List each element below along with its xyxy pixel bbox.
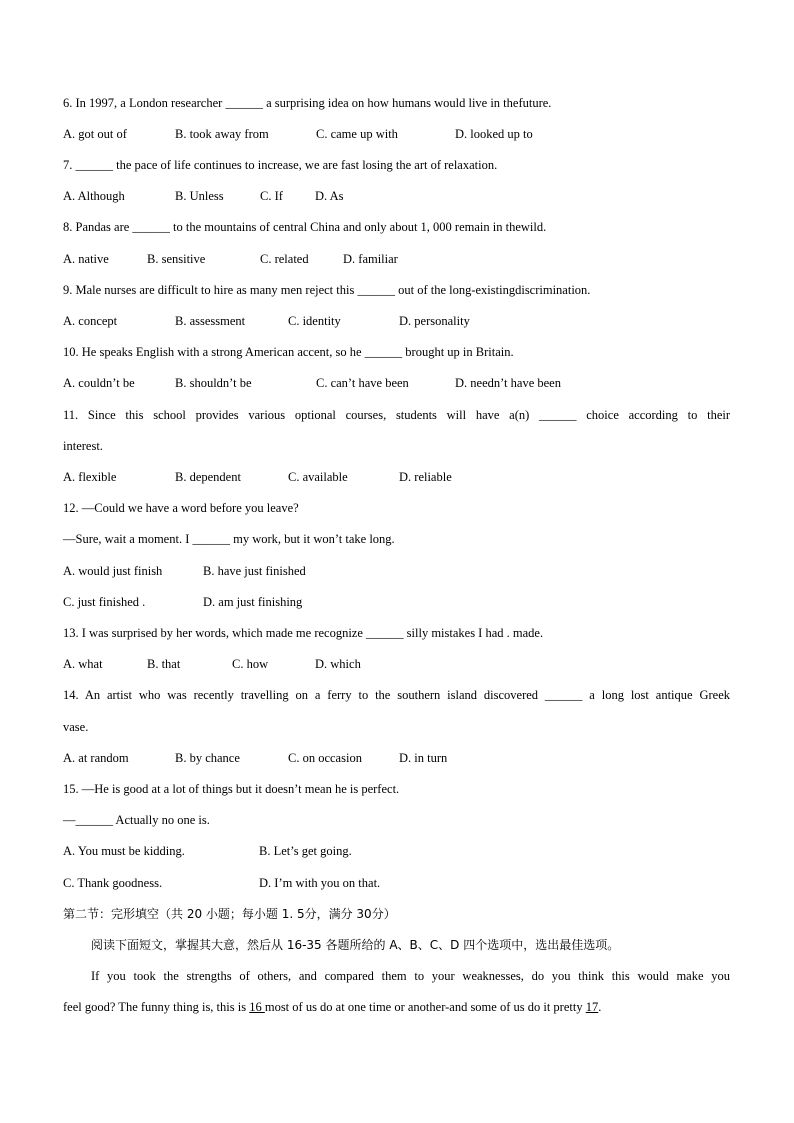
option-d[interactable]: D. reliable bbox=[399, 470, 452, 484]
option-a[interactable]: A. native bbox=[63, 252, 109, 266]
option-a[interactable]: A. You must be kidding. bbox=[63, 844, 185, 858]
question-8-stem: 8. Pandas are ______ to the mountains of central China and only about 1, 000 remain in thewild. bbox=[63, 220, 547, 234]
question-15-dialog-line1: 15. —He is good at a lot of things but it doesn’t mean he is perfect. bbox=[63, 782, 400, 796]
option-c[interactable]: C. available bbox=[288, 470, 348, 484]
option-a[interactable]: A. got out of bbox=[63, 127, 127, 141]
option-b[interactable]: B. took away from bbox=[175, 127, 269, 141]
option-b[interactable]: B. Unless bbox=[175, 189, 224, 203]
option-d[interactable]: D. which bbox=[315, 657, 361, 671]
option-a[interactable]: A. Although bbox=[63, 189, 125, 203]
passage-text: feel good? The funny thing is, this is bbox=[63, 1000, 250, 1014]
question-9-stem: 9. Male nurses are difficult to hire as many men reject this ______ out of the long-existingdiscrimination. bbox=[63, 283, 591, 297]
question-11-stem-line1: 11. Since this school provides various optional courses, students will have a(n) ______ choice according to their bbox=[63, 408, 730, 422]
option-a[interactable]: A. would just finish bbox=[63, 564, 163, 578]
passage-text: . bbox=[598, 1000, 602, 1014]
option-c[interactable]: C. came up with bbox=[316, 127, 398, 141]
option-a[interactable]: A. what bbox=[63, 657, 103, 671]
option-b[interactable]: B. that bbox=[147, 657, 181, 671]
option-c[interactable]: C. just finished . bbox=[63, 595, 146, 609]
section-instruction: 阅读下面短文，掌握其大意，然后从 16-35 各题所给的 A、B、C、D 四个选项中，选出最佳选项。 bbox=[91, 938, 620, 952]
option-c[interactable]: C. can’t have been bbox=[316, 376, 409, 390]
option-b[interactable]: B. dependent bbox=[175, 470, 241, 484]
option-c[interactable]: C. If bbox=[260, 189, 283, 203]
option-d[interactable]: D. am just finishing bbox=[203, 595, 303, 609]
passage-text: most of us do at one time or another-and some of us do it pretty bbox=[264, 1000, 586, 1014]
option-b[interactable]: B. sensitive bbox=[147, 252, 206, 266]
option-d[interactable]: D. As bbox=[315, 189, 344, 203]
option-d[interactable]: D. needn’t have been bbox=[455, 376, 561, 390]
passage-line-2 bbox=[63, 999, 601, 1015]
option-d[interactable]: D. personality bbox=[399, 314, 470, 328]
option-a[interactable]: A. concept bbox=[63, 314, 118, 328]
option-b[interactable]: B. by chance bbox=[175, 751, 240, 765]
option-a[interactable]: A. couldn’t be bbox=[63, 376, 135, 390]
option-b[interactable]: B. shouldn’t be bbox=[175, 376, 252, 390]
question-12-dialog-line2: —Sure, wait a moment. I ______ my work, but it won’t take long. bbox=[63, 532, 395, 546]
option-c[interactable]: C. how bbox=[232, 657, 269, 671]
question-10-stem: 10. He speaks English with a strong American accent, so he ______ brought up in Britain. bbox=[63, 345, 514, 359]
option-a[interactable]: A. flexible bbox=[63, 470, 117, 484]
option-c[interactable]: C. Thank goodness. bbox=[63, 876, 163, 890]
question-14-stem-line2: vase. bbox=[63, 720, 89, 734]
question-11-stem-line2: interest. bbox=[63, 439, 103, 453]
option-d[interactable]: D. in turn bbox=[399, 751, 448, 765]
option-c[interactable]: C. related bbox=[260, 252, 309, 266]
option-d[interactable]: D. familiar bbox=[343, 252, 398, 266]
option-b[interactable]: B. Let’s get going. bbox=[259, 844, 352, 858]
section-title: 第二节：完形填空（共 20 小题；每小题 1. 5分，满分 30分） bbox=[63, 907, 396, 921]
question-14-stem-line1: 14. An artist who was recently travelling on a ferry to the southern island discovered ______ a long lost antique Greek bbox=[63, 688, 730, 702]
option-c[interactable]: C. identity bbox=[288, 314, 341, 328]
option-d[interactable]: D. I’m with you on that. bbox=[259, 876, 381, 890]
option-b[interactable]: B. have just finished bbox=[203, 564, 306, 578]
option-b[interactable]: B. assessment bbox=[175, 314, 246, 328]
option-a[interactable]: A. at random bbox=[63, 751, 129, 765]
blank-16[interactable]: 16 bbox=[249, 1000, 265, 1014]
option-d[interactable]: D. looked up to bbox=[455, 127, 533, 141]
question-15-dialog-line2: —______ Actually no one is. bbox=[63, 813, 210, 827]
blank-17[interactable]: 17 bbox=[585, 1000, 599, 1014]
question-7-stem: 7. ______ the pace of life continues to increase, we are fast losing the art of relaxation. bbox=[63, 158, 498, 172]
question-6-stem: 6. In 1997, a London researcher ______ a surprising idea on how humans would live in thefuture. bbox=[63, 96, 552, 110]
passage-line-1: If you took the strengths of others, and compared them to your weaknesses, do you think this would make you bbox=[91, 969, 730, 983]
question-12-dialog-line1: 12. —Could we have a word before you leave? bbox=[63, 501, 299, 515]
question-13-stem: 13. I was surprised by her words, which made me recognize ______ silly mistakes I had . made. bbox=[63, 626, 544, 640]
option-c[interactable]: C. on occasion bbox=[288, 751, 362, 765]
